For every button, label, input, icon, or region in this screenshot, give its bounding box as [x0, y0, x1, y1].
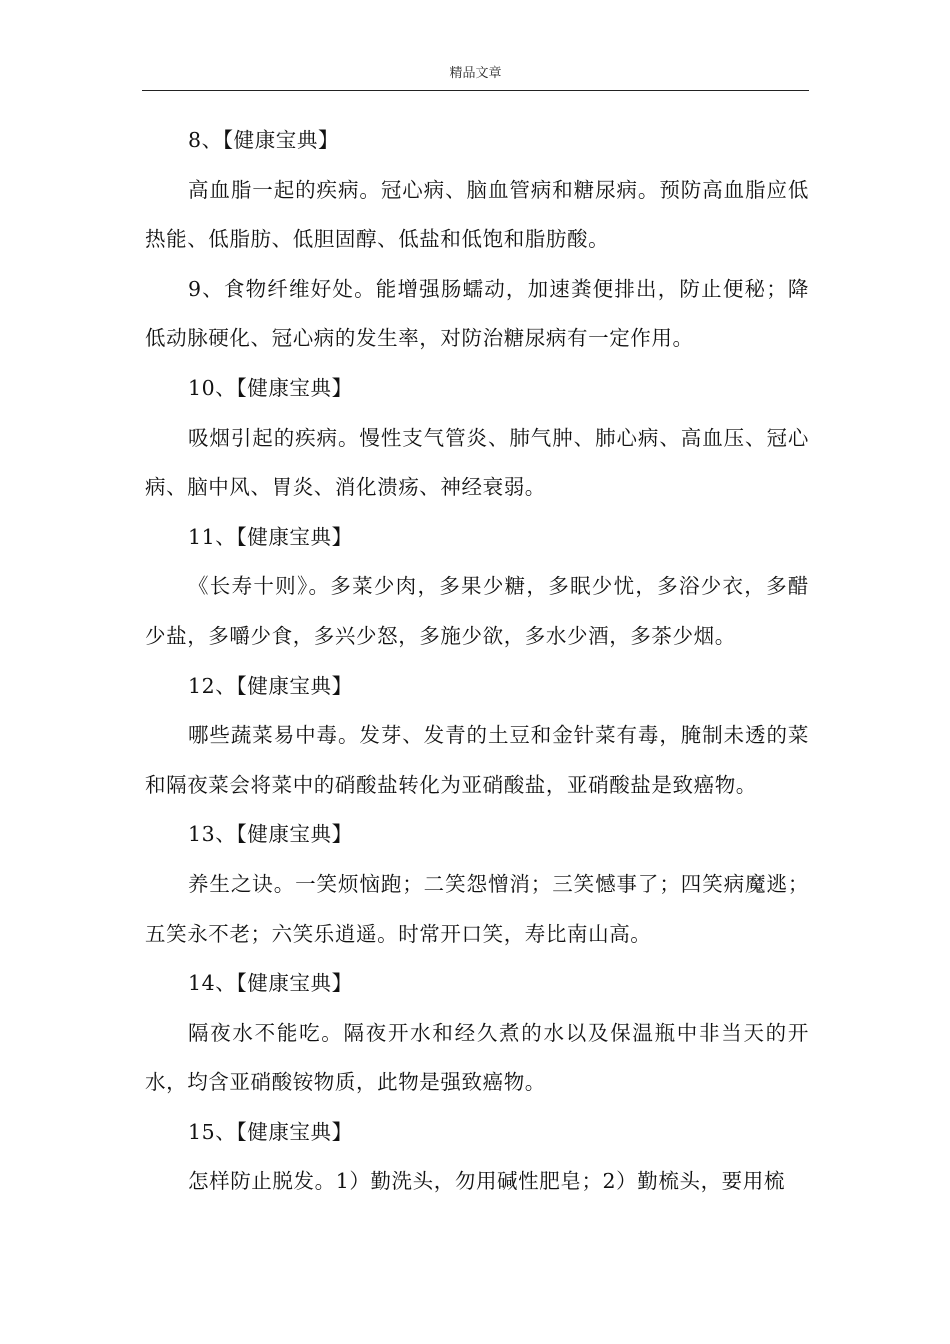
page-header [142, 64, 809, 91]
section-heading-15: 15、【健康宝典】 [188, 1119, 353, 1144]
paragraph-dietary-fiber: 9、食物纤维好处。能增强肠蠕动，加速粪便排出，防止便秘；降低动脉硬化、冠心病的发生率，对防治糖尿病有一定作用。 [145, 276, 809, 351]
paragraph-hair-loss: 怎样防止脱发。1）勤洗头，勿用碱性肥皂；2）勤梳头，要用梳 [188, 1169, 785, 1194]
paragraph-longevity: 《长寿十则》。多菜少肉，多果少糖，多眠少忧，多浴少衣，多醋少盐，多嚼少食，多兴少怒，多施少欲，多水少酒，多茶少烟。 [145, 574, 809, 648]
paragraph-overnight-water: 隔夜水不能吃。隔夜开水和经久煮的水以及保温瓶中非当天的开水，均含亚硝酸铵物质，此物是强致癌物。 [145, 1020, 809, 1095]
section-heading-12: 12、【健康宝典】 [188, 673, 353, 698]
header-title: 精品文章 [449, 66, 502, 81]
paragraph-smoking: 吸烟引起的疾病。慢性支气管炎、肺气肿、肺心病、高血压、冠心病、脑中风、胃炎、消化溃疡、神经衰弱。 [145, 425, 809, 500]
section-heading-11: 11、【健康宝典】 [188, 524, 353, 549]
section-heading-8: 8、【健康宝典】 [188, 128, 340, 152]
paragraph-vegetables: 哪些蔬菜易中毒。发芽、发青的土豆和金针菜有毒，腌制未透的菜和隔夜菜会将菜中的硝酸盐转化为亚硝酸盐，亚硝酸盐是致癌物。 [145, 723, 809, 797]
section-heading-14: 14、【健康宝典】 [188, 971, 353, 996]
section-heading-13: 13、【健康宝典】 [188, 822, 353, 847]
paragraph-blood-lipids: 高血脂一起的疾病。冠心病、脑血管病和糖尿病。预防高血脂应低热能、低脂肪、低胆固醇、低盐和低饱和脂肪酸。 [145, 177, 809, 252]
document-body [145, 116, 809, 1207]
section-heading-10: 10、【健康宝典】 [188, 375, 353, 400]
paragraph-laughter: 养生之诀。一笑烦恼跑；二笑怨憎消；三笑憾事了；四笑病魔逃；五笑永不老；六笑乐逍遥。时常开口笑，寿比南山高。 [145, 871, 809, 946]
